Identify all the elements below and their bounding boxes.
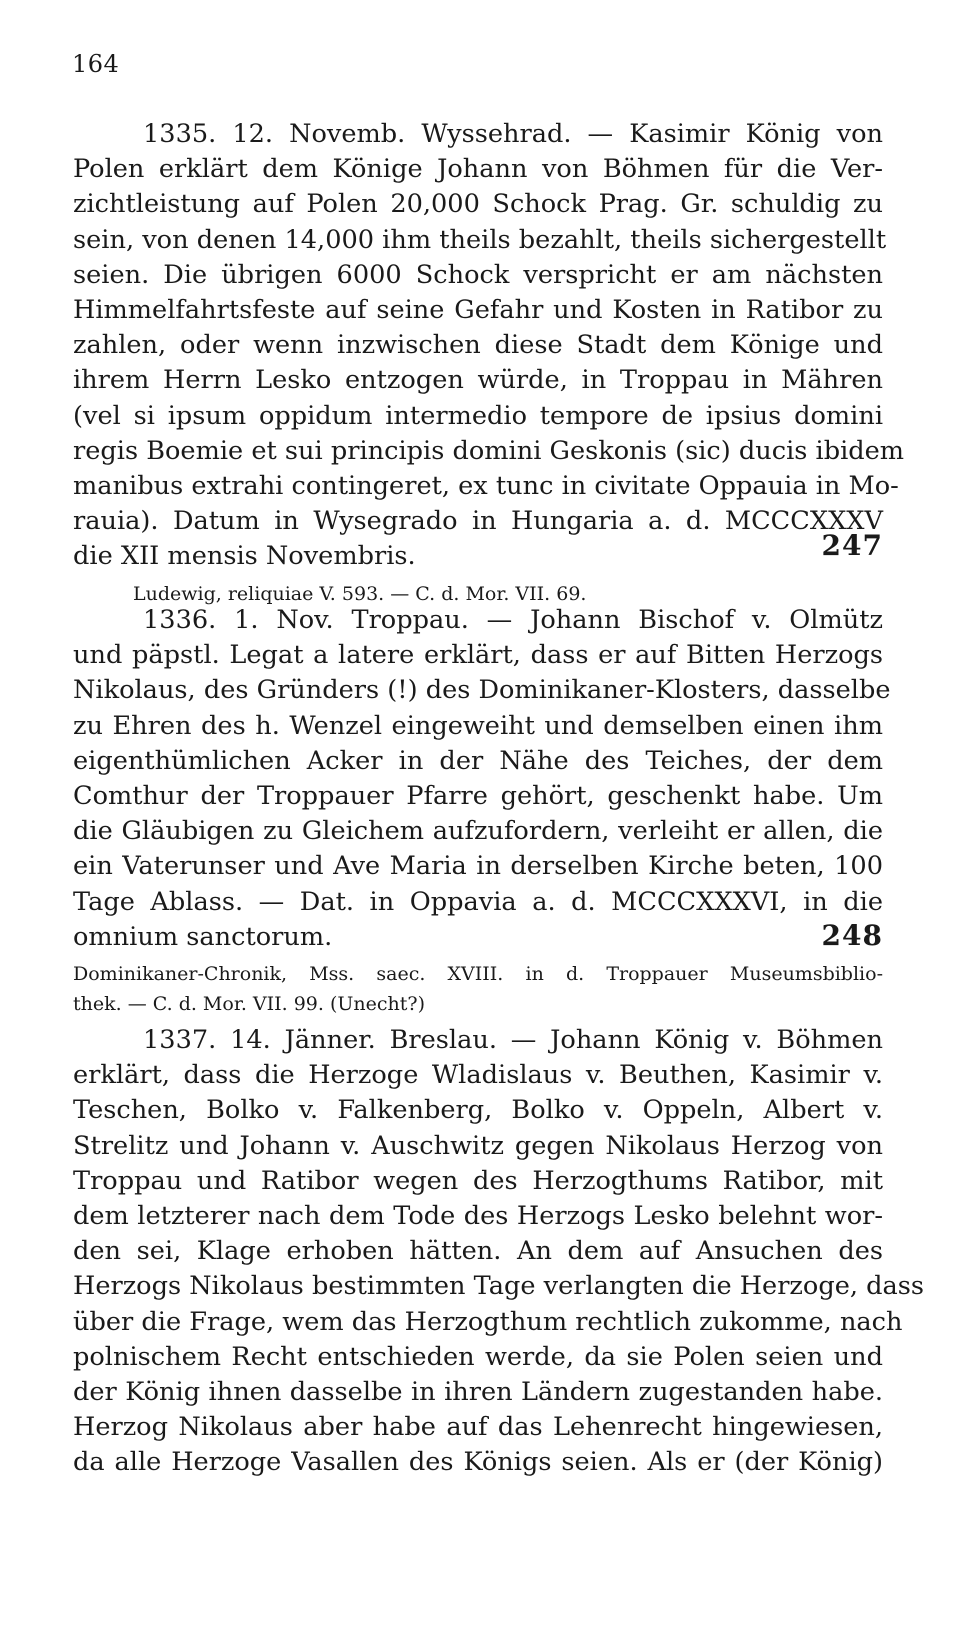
text-line: rauia). Datum in Wysegrado in Hungaria a. d. MCCCXXXV [73, 506, 883, 537]
text-line: zahlen, oder wenn inzwischen diese Stadt dem Könige und [73, 330, 883, 361]
text-line: den sei, Klage erhoben hätten. An dem auf Ansuchen des [73, 1236, 883, 1267]
document-entry-248 [73, 603, 891, 1019]
text-line: und päpstl. Legat a latere erklärt, dass er auf Bitten Herzogs [73, 640, 883, 671]
source-line: Dominikaner-Chronik, Mss. saec. XVIII. in d. Troppauer Museumsbiblio- [73, 963, 883, 986]
entry-text [73, 603, 891, 955]
document-entry-247 [73, 117, 905, 609]
entry-number: 248 [821, 919, 883, 952]
text-line: 1337. 14. Jänner. Breslau. — Johann König v. Böhmen [143, 1025, 883, 1055]
text-line: Teschen, Bolko v. Falkenberg, Bolko v. Oppeln, Albert v. [73, 1095, 883, 1126]
text-line: Herzogs Nikolaus bestimmten Tage verlangten die Herzoge, dass [73, 1271, 925, 1302]
text-line: Polen erklärt dem Könige Johann von Böhmen für die Ver- [73, 154, 883, 185]
text-line: da alle Herzoge Vasallen des Königs seien. Als er (der König) [73, 1447, 883, 1478]
page-number: 164 [72, 50, 120, 78]
text-line: 1336. 1. Nov. Troppau. — Johann Bischof v. Olmütz [143, 605, 883, 635]
text-line: Comthur der Troppauer Pfarre gehört, geschenkt habe. Um [73, 781, 883, 812]
source-citation [73, 959, 883, 1019]
text-line: omnium sanctorum. [73, 921, 333, 952]
text-line: Troppau und Ratibor wegen des Herzogthums Ratibor, mit [73, 1165, 883, 1196]
text-line: über die Frage, wem das Herzogthum rechtlich zukomme, nach [73, 1306, 903, 1337]
text-line: 1335. 12. Novemb. Wyssehrad. — Kasimir König von [143, 119, 883, 149]
text-line: seien. Die übrigen 6000 Schock verspricht er am nächsten [73, 259, 883, 290]
text-line: die Gläubigen zu Gleichem aufzufordern, verleiht er allen, die [73, 816, 883, 847]
text-line: zichtleistung auf Polen 20,000 Schock Prag. Gr. schuldig zu [73, 189, 883, 220]
text-line: die XII mensis Novembris. [73, 541, 416, 572]
text-line: ihrem Herrn Lesko entzogen würde, in Troppau in Mähren [73, 365, 883, 396]
text-line: polnischem Recht entschieden werde, da sie Polen seien und [73, 1341, 883, 1372]
document-entry-1337 [73, 1023, 925, 1481]
entry-number: 247 [821, 529, 883, 562]
text-line: regis Boemie et sui principis domini Geskonis (sic) ducis ibidem [73, 435, 905, 466]
source-line: thek. — C. d. Mor. VII. 99. (Unecht?) [73, 993, 425, 1016]
text-line: erklärt, dass die Herzoge Wladislaus v. Beuthen, Kasimir v. [73, 1060, 883, 1091]
text-line: Tage Ablass. — Dat. in Oppavia a. d. MCCCXXXVI, in die [73, 886, 883, 917]
text-line: sein, von denen 14,000 ihm theils bezahlt, theils sichergestellt [73, 224, 887, 255]
text-line: zu Ehren des h. Wenzel eingeweiht und demselben einen ihm [73, 710, 883, 741]
text-line: dem letzterer nach dem Tode des Herzogs Lesko belehnt wor- [73, 1201, 883, 1232]
text-line: manibus extrahi contingeret, ex tunc in civitate Oppauia in Mo- [73, 471, 899, 502]
text-line: Himmelfahrtsfeste auf seine Gefahr und Kosten in Ratibor zu [73, 295, 883, 326]
text-line: Strelitz und Johann v. Auschwitz gegen Nikolaus Herzog von [73, 1130, 883, 1161]
source-line: Ludewig, reliquiae V. 593. — C. d. Mor. VII. 69. [133, 582, 587, 605]
text-line: eigenthümlichen Acker in der Nähe des Teiches, der dem [73, 745, 883, 776]
text-line: ein Vaterunser und Ave Maria in derselben Kirche beten, 100 [73, 851, 883, 882]
text-line: Herzog Nikolaus aber habe auf das Lehenrecht hingewiesen, [73, 1412, 883, 1443]
text-line: der König ihnen dasselbe in ihren Ländern zugestanden habe. [73, 1377, 883, 1408]
text-line: Nikolaus, des Gründers (!) des Dominikaner-Klosters, dasselbe [73, 675, 891, 706]
entry-text [73, 1023, 925, 1481]
text-line: (vel si ipsum oppidum intermedio tempore de ipsius domini [73, 400, 883, 431]
entry-text [73, 117, 905, 575]
